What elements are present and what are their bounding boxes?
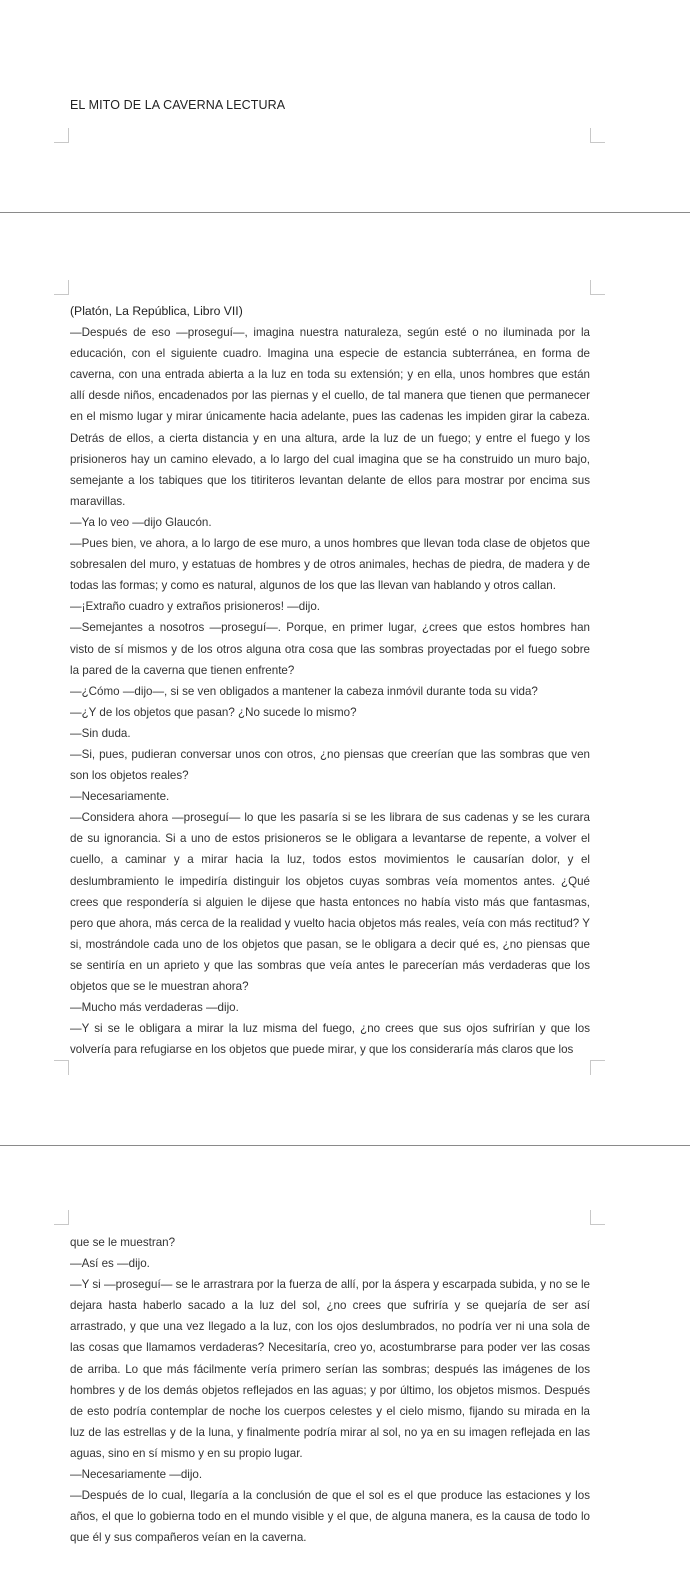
paragraph: —Necesariamente —dijo. — [70, 1468, 203, 1482]
paragraph: —Ya lo veo —dijo Glaucón. — [70, 515, 212, 529]
paragraph: —Después de lo cual, llegaría a la conclusión de que el sol es el que produce las estaciones y los años, el que lo gobierna todo en el mundo visible y el que, de alguna manera, es la causa de todo lo que él y sus compañeros veían en la caverna. — [70, 1489, 590, 1545]
paragraph: —¡Extraño cuadro y extraños prisioneros! —dijo. — [70, 600, 321, 614]
paragraph: —Necesariamente. — [70, 790, 170, 804]
page-break — [0, 1145, 690, 1146]
page-2-body — [70, 1232, 590, 1548]
paragraph: —Mucho más verdaderas —dijo. — [70, 1001, 239, 1015]
page-title: EL MITO DE LA CAVERNA LECTURA — [70, 98, 286, 112]
margin-corner-top-left — [54, 128, 69, 143]
page-break — [0, 212, 690, 213]
margin-corner-bottom-left — [54, 1060, 69, 1075]
paragraph: —Así es —dijo. — [70, 1257, 150, 1271]
paragraph: —Pues bien, ve ahora, a lo largo de ese muro, a unos hombres que llevan toda clase de objetos que sobresalen del muro, y estatuas de hombres y de otros animales, hechas de piedra, de madera y de todas las formas; y como es natural, algunos de los que las llevan van hablando y otros callan. — [70, 537, 590, 593]
paragraph: —Semejantes a nosotros —proseguí—. Porque, en primer lugar, ¿crees que estos hombres han visto de sí mismos y de los otros alguna otra cosa que las sombras proyectadas por el fuego sobre la pared de la caverna que tienen enfrente? — [70, 621, 590, 677]
paragraph: —Y si —proseguí— se le arrastrara por la fuerza de allí, por la áspera y escarpada subida, y no se le dejara hasta haberlo sacado a la luz del sol, ¿no crees que sufriría y se quejaría de ser así arrastrado, y que una vez llegado a la luz, con los ojos deslumbrados, no podría ver ni una sola de las cosas que llamamos verdaderas? Necesitaría, creo yo, acostumbrarse para poder ver las cosas de arriba. Lo que más fácilmente vería primero serían las sombras; después las imágenes de los hombres y de los demás objetos reflejados en las aguas; y por último, los objetos mismos. Después de esto podría contemplar de noche los cuerpos celestes y el cielo mismo, fijando su mirada en la luz de las estrellas y de la luna, y finalmente podría mirar al sol, no ya en su imagen reflejada en las aguas, sino en sí mismo y en su propio lugar. — [70, 1278, 590, 1460]
paragraph: —¿Cómo —dijo—, si se ven obligados a mantener la cabeza inmóvil durante toda su vida? — [70, 684, 538, 698]
margin-corner-bottom-right — [590, 1060, 605, 1075]
paragraph: —Después de eso —proseguí—, imagina nuestra naturaleza, según esté o no iluminada por la educación, con el siguiente cuadro. Imagina una especie de estancia subterránea, en forma de caverna, con una entrada abierta a la luz en toda su extensión; y en ella, unos hombres que están allí desde niños, encadenados por las piernas y el cuello, de tal manera que tienen que permanecer en el mismo lugar y mirar únicamente hacia adelante, pues las cadenas les impiden girar la cabeza. Detrás de ellos, a cierta distancia y en una altura, arde la luz de un fuego; y entre el fuego y los prisioneros hay un camino elevado, a lo largo del cual imagina que se ha construido un muro bajo, semejante a los tabiques que los titiriteros levantan delante de ellos para mostrar por encima sus maravillas. — [70, 326, 590, 508]
margin-corner-top-right — [590, 280, 605, 295]
page-1-body — [70, 301, 590, 1060]
paragraph: —Sin duda. — [70, 726, 131, 740]
paragraph: que se le muestran? — [70, 1236, 176, 1249]
paragraph: —Considera ahora —proseguí— lo que les pasaría si se les librara de sus cadenas y se les curara de su ignorancia. Si a uno de estos prisioneros se le obligara a levantarse de repente, a volver el cuello, a caminar y a mirar hacia la luz, todos estos movimientos le causarían dolor, y el deslumbramiento le impediría distinguir los objetos cuyas sombras veía momentos antes. ¿Qué crees que respondería si alguien le dijese que hasta entonces no había visto más que fantasmas, pero que ahora, más cerca de la realidad y vuelto hacia objetos más reales, veía con más rectitud? Y si, mostrándole cada uno de los objetos que pasan, se le obligara a decir qué es, ¿no piensas que se sentiría en un aprieto y que las sombras que veía antes le parecerían más verdaderas que los objetos que se le muestran ahora? — [70, 811, 590, 993]
margin-corner-top-right — [590, 128, 605, 143]
paragraph: —¿Y de los objetos que pasan? ¿No sucede lo mismo? — [70, 705, 357, 719]
paragraph: (Platón, La República, Libro VII) — [70, 304, 243, 318]
margin-corner-top-left — [54, 1210, 69, 1225]
margin-corner-top-right — [590, 1210, 605, 1225]
paragraph: —Y si se le obligara a mirar la luz misma del fuego, ¿no crees que sus ojos sufrirían y que los volvería para refugiarse en los objetos que puede mirar, y que los consideraría más claros que los — [70, 1022, 590, 1057]
margin-corner-top-left — [54, 280, 69, 295]
paragraph: —Si, pues, pudieran conversar unos con otros, ¿no piensas que creerían que las sombras que ven son los objetos reales? — [70, 747, 590, 783]
